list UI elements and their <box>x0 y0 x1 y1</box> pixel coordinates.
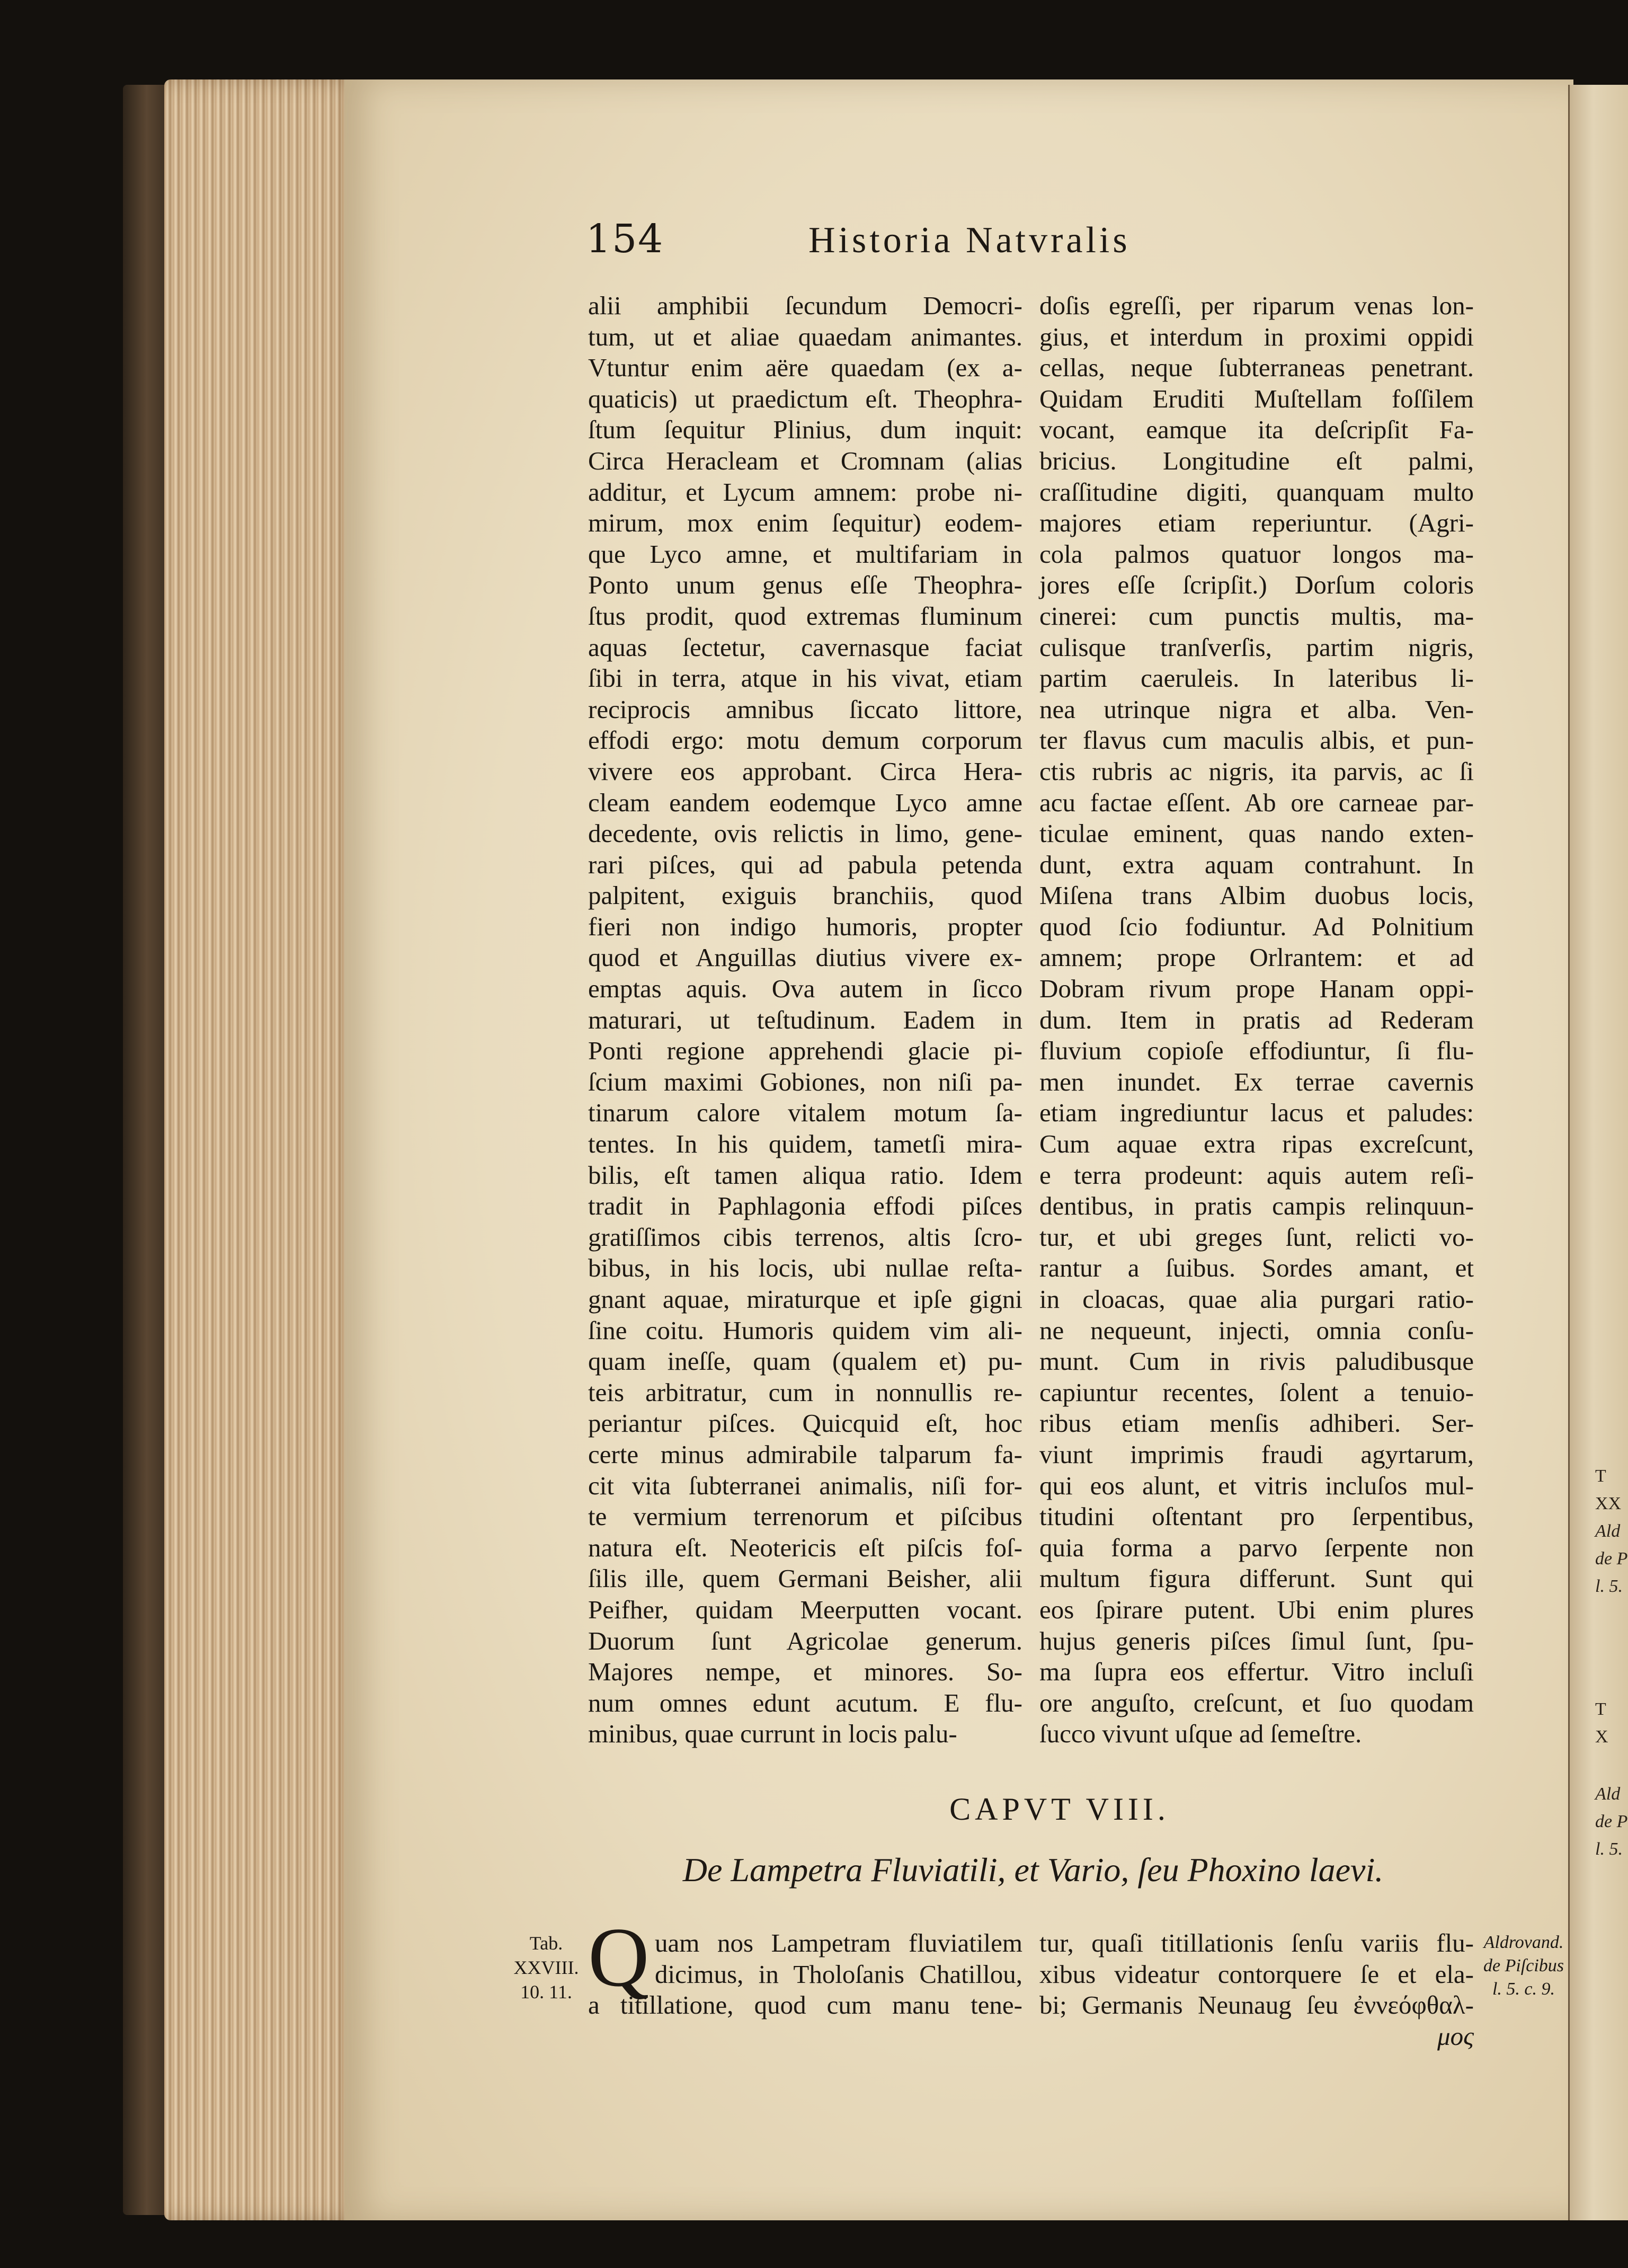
book-cover-edge <box>123 85 171 2215</box>
text-line: Ponto unum genus eſſe Theophra- <box>588 570 1022 600</box>
text-line: μος <box>1437 2021 1474 2051</box>
text-line: multum figura differunt. Sunt qui <box>1039 1564 1474 1593</box>
text-line: effodi ergo: motu demum corporum <box>588 725 1022 755</box>
facing-margin-line: X <box>1595 1727 1608 1747</box>
running-title: Historia Natvralis <box>808 220 1131 261</box>
text-line: dentibus, in pratis campis relinquun- <box>1039 1191 1474 1221</box>
margin-note-line: Tab. <box>529 1933 563 1954</box>
text-line: dicimus, in Tholoſanis Chatillou, <box>655 1959 1022 1989</box>
text-line: ter flavus cum maculis albis, et pun- <box>1039 725 1474 755</box>
text-line: tum, ut et aliae quaedam animantes. <box>588 322 1022 351</box>
text-line: Circa Heracleam et Cromnam (alias <box>588 446 1022 475</box>
text-line: alii amphibii ſecundum Democri- <box>588 291 1022 320</box>
text-line: culisque tranſverſis, partim nigris, <box>1039 632 1474 662</box>
text-line: xibus videatur contorquere ſe et ela- <box>1039 1959 1474 1989</box>
text-line: vocant, eamque ita deſcripſit Fa- <box>1039 415 1474 445</box>
text-line: majores etiam reperiuntur. (Agri- <box>1039 508 1474 538</box>
text-line: periantur piſces. Quicquid eſt, hoc <box>588 1408 1022 1438</box>
text-line: ne nequeunt, injecti, omnia conſu- <box>1039 1315 1474 1345</box>
facing-page-edge <box>1568 85 1628 2220</box>
text-line: bricius. Longitudine eſt palmi, <box>1039 446 1474 475</box>
margin-note-line: Aldrovand. <box>1483 1933 1564 1952</box>
text-line: ſibi in terra, atque in his vivat, etiam <box>588 663 1022 693</box>
running-header <box>586 216 1280 269</box>
text-line: additur, et Lycum amnem: probe ni- <box>588 477 1022 507</box>
text-line: Dobram rivum prope Hanam oppi- <box>1039 974 1474 1004</box>
left-text-column <box>588 290 1022 1750</box>
text-line: gius, et interdum in proximi oppidi <box>1039 322 1474 351</box>
text-line: Majores nempe, et minores. So- <box>588 1657 1022 1687</box>
text-line: num omnes edunt acutum. E flu- <box>588 1688 1022 1717</box>
text-line: doſis egreſſi, per riparum venas lon- <box>1039 291 1474 320</box>
text-line: a titillatione, quod cum manu tene- <box>588 1990 1022 2020</box>
facing-margin-line: de P <box>1595 1812 1628 1831</box>
text-line: minibus, quae currunt in locis palu- <box>588 1719 957 1749</box>
text-line: quia forma a parvo ſerpente non <box>1039 1532 1474 1562</box>
text-line: palpitent, exiguis branchiis, quod <box>588 881 1022 910</box>
text-line: men inundet. Ex terrae cavernis <box>1039 1067 1474 1096</box>
page-stack-edges <box>164 79 360 2220</box>
text-line: nea utrinque nigra et alba. Ven- <box>1039 694 1474 724</box>
chapter-heading: CAPVT VIII. <box>949 1792 1170 1827</box>
text-line: titudini oſtentant pro ſerpentibus, <box>1039 1502 1474 1531</box>
text-line: ctis rubris ac nigris, ita parvis, ac ſi <box>1039 756 1474 786</box>
text-line: Cum aquae extra ripas excreſcunt, <box>1039 1129 1474 1159</box>
facing-margin-line: XX <box>1595 1494 1622 1513</box>
text-line: rari piſces, qui ad pabula petenda <box>588 849 1022 879</box>
text-line: aquas ſectetur, cavernasque faciat <box>588 632 1022 662</box>
text-line: Miſena trans Albim duobus locis, <box>1039 881 1474 910</box>
text-line: quam ineſſe, quam (qualem et) pu- <box>588 1346 1022 1376</box>
text-line: capiuntur recentes, ſolent a tenuio- <box>1039 1377 1474 1407</box>
text-line: cinerei: cum punctis multis, ma- <box>1039 601 1474 631</box>
text-line: Peifher, quidam Meerputten vocant. <box>588 1594 1022 1624</box>
margin-note-line: l. 5. c. 9. <box>1492 1979 1555 1999</box>
text-line: Duorum ſunt Agricolae generum. <box>588 1626 1022 1655</box>
facing-margin-line: Ald <box>1595 1784 1621 1804</box>
text-line: gnant aquae, miraturque et ipſe gigni <box>588 1284 1022 1314</box>
right-margin-note <box>1471 1931 1577 2001</box>
text-line: bibus, in his locis, ubi nullae reſta- <box>588 1253 1022 1283</box>
right-text-column <box>1039 290 1474 1750</box>
text-line: cit vita ſubterranei animalis, niſi for- <box>588 1470 1022 1500</box>
facing-margin-line: T <box>1595 1466 1606 1486</box>
text-line: vivere eos approbant. Circa Hera- <box>588 756 1022 786</box>
text-line: tinarum calore vitalem motum ſa- <box>588 1098 1022 1128</box>
text-line: cola palmos quatuor longos ma- <box>1039 539 1474 569</box>
text-line: natura eſt. Neotericis eſt piſcis foſ- <box>588 1532 1022 1562</box>
text-line: craſſitudine digiti, quanquam multo <box>1039 477 1474 507</box>
text-line: cellas, neque ſubterraneas penetrant. <box>1039 353 1474 383</box>
text-line: rantur a ſuibus. Sordes amant, et <box>1039 1253 1474 1283</box>
left-margin-note <box>506 1931 586 2004</box>
text-line: ſcium maximi Gobiones, non niſi pa- <box>588 1067 1022 1096</box>
text-line: mirum, mox enim ſequitur) eodem- <box>588 508 1022 538</box>
text-line: Ponti regione apprehendi glacie pi- <box>588 1036 1022 1066</box>
text-line: tradit in Paphlagonia effodi piſces <box>588 1191 1022 1221</box>
text-line: dum. Item in pratis ad Rederam <box>1039 1005 1474 1034</box>
text-line: hujus generis piſces ſimul ſunt, ſpu- <box>1039 1626 1474 1655</box>
text-line: in cloacas, quae alia purgari ratio- <box>1039 1284 1474 1314</box>
facing-margin-line: de P <box>1595 1549 1628 1569</box>
text-line: te vermium terrenorum et piſcibus <box>588 1502 1022 1531</box>
facing-margin-line: T <box>1595 1699 1606 1719</box>
text-line: e terra prodeunt: aquis autem reſi- <box>1039 1160 1474 1190</box>
text-line: cleam eandem eodemque Lyco amne <box>588 787 1022 817</box>
text-line: decedente, ovis relictis in limo, gene- <box>588 819 1022 848</box>
section-left-column <box>588 1928 1022 2021</box>
text-line: dunt, extra aquam contrahunt. In <box>1039 849 1474 879</box>
text-line: etiam ingrediuntur lacus et paludes: <box>1039 1098 1474 1128</box>
text-line: quod et Anguillas diutius vivere ex- <box>588 943 1022 972</box>
text-line: ore anguſto, creſcunt, et ſuo quodam <box>1039 1688 1474 1717</box>
text-line: certe minus admirabile talparum fa- <box>588 1439 1022 1469</box>
text-line: qui eos alunt, et vitris incluſos mul- <box>1039 1470 1474 1500</box>
text-line: ribus etiam menſis adhiberi. Ser- <box>1039 1408 1474 1438</box>
text-line: fluvium copioſe effodiuntur, ſi flu- <box>1039 1036 1474 1066</box>
text-line: tentes. In his quidem, tametſi mira- <box>588 1129 1022 1159</box>
text-line: amnem; prope Orlrantem: et ad <box>1039 943 1474 972</box>
text-line: ma ſupra eos effertur. Vitro incluſi <box>1039 1657 1474 1687</box>
margin-note-line: XXVIII. <box>513 1957 579 1978</box>
facing-margin-line: l. 5. <box>1595 1576 1623 1596</box>
text-line: munt. Cum in rivis paludibusque <box>1039 1346 1474 1376</box>
text-line: partim caeruleis. In lateribus li- <box>1039 663 1474 693</box>
text-line: acu factae eſſent. Ab ore carneae par- <box>1039 787 1474 817</box>
text-line: fieri non indigo humoris, propter <box>588 911 1022 941</box>
text-line: maturari, ut teſtudinum. Eadem in <box>588 1005 1022 1034</box>
text-line: tur, quaſi titillationis ſenſu variis flu- <box>1039 1928 1474 1957</box>
text-line: Vtuntur enim aëre quaedam (ex a- <box>588 353 1022 383</box>
text-line: quaticis) ut praedictum eſt. Theophra- <box>588 384 1022 413</box>
text-line: ſtum ſequitur Plinius, dum inquit: <box>588 415 1022 445</box>
text-line: ſine coitu. Humoris quidem vim ali- <box>588 1315 1022 1345</box>
chapter-subtitle: De Lampetra Fluviatili, et Vario, ſeu Phoxino laevi. <box>682 1851 1384 1889</box>
text-line: que Lyco amne, et multifariam in <box>588 539 1022 569</box>
margin-note-line: 10. 11. <box>520 1981 572 2003</box>
page-number: 154 <box>586 216 664 262</box>
text-line: ticulae eminent, quas nando exten- <box>1039 819 1474 848</box>
text-line: bi; Germanis Neunaug ſeu ἐννεόφθαλ- <box>1039 1990 1474 2020</box>
section-right-column <box>1039 1928 1474 2052</box>
facing-margin-line: Ald <box>1595 1521 1621 1541</box>
text-line: Quidam Eruditi Muſtellam foſſilem <box>1039 384 1474 413</box>
margin-note-line: de Piſcibus <box>1483 1956 1564 1975</box>
text-line: quod ſcio fodiuntur. Ad Polnitium <box>1039 911 1474 941</box>
text-line: ſtus prodit, quod extremas fluminum <box>588 601 1022 631</box>
drop-capital: Q <box>588 1910 650 2004</box>
text-line: eos ſpirare putent. Ubi enim plures <box>1039 1594 1474 1624</box>
text-line: ſucco vivunt uſque ad ſemeſtre. <box>1039 1719 1362 1749</box>
text-line: teis arbitratur, cum in nonnullis re- <box>588 1377 1022 1407</box>
text-line: gratiſſimos cibis terrenos, altis ſcro- <box>588 1222 1022 1252</box>
text-line: viunt imprimis fraudi agyrtarum, <box>1039 1439 1474 1469</box>
text-line: reciprocis amnibus ſiccato littore, <box>588 694 1022 724</box>
text-line: ſilis ille, quem Germani Beisher, alii <box>588 1564 1022 1593</box>
text-line: uam nos Lampetram fluviatilem <box>655 1928 1022 1957</box>
text-line: emptas aquis. Ova autem in ſicco <box>588 974 1022 1004</box>
text-line: jores eſſe ſcripſit.) Dorſum coloris <box>1039 570 1474 600</box>
facing-margin-line: l. 5. <box>1595 1839 1623 1859</box>
text-line: bilis, eſt tamen aliqua ratio. Idem <box>588 1160 1022 1190</box>
text-line: tur, et ubi greges ſunt, relicti vo- <box>1039 1222 1474 1252</box>
